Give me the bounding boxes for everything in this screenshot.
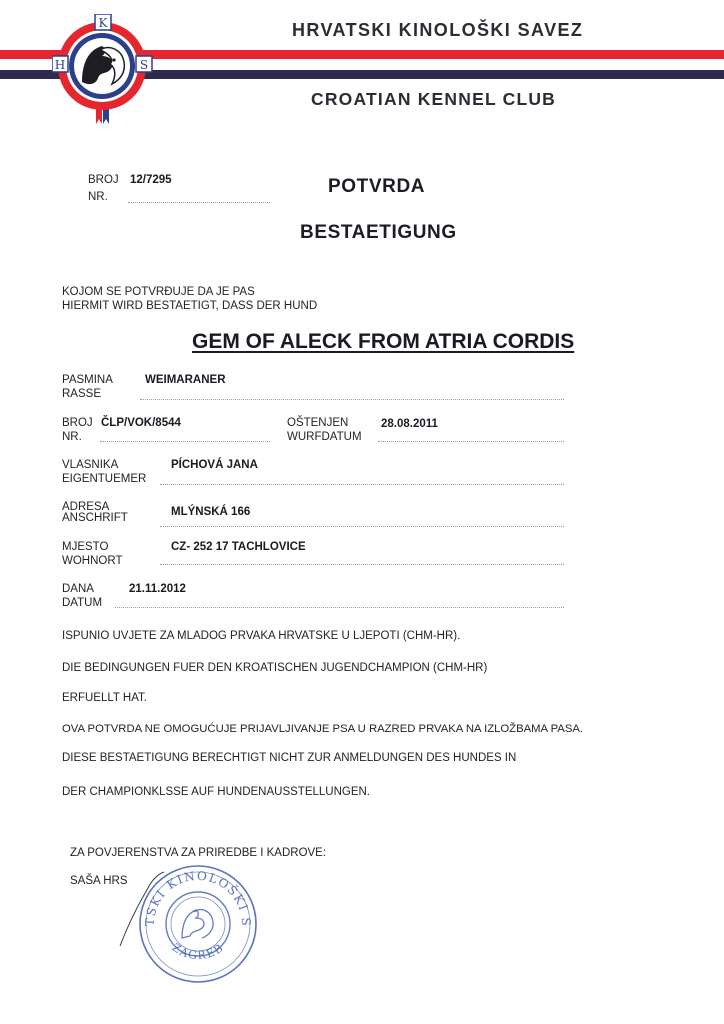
owner-value: PÍCHOVÁ JANA (171, 459, 258, 471)
dog-name: GEM OF ALECK FROM ATRIA CORDIS (192, 330, 575, 353)
body-line-4: OVA POTVRDA NE OMOGUĆUJE PRIJAVLJIVANJE PSA U RAZRED PRVAKA NA IZLOŽBAMA PASA. (62, 723, 584, 735)
date-line (115, 607, 564, 608)
reg-no-value: ČLP/VOK/8544 (101, 417, 181, 429)
signer-name: SAŠA HRS (70, 875, 128, 887)
doc-number-label-hr: BROJ (88, 174, 119, 186)
owner-line (160, 484, 564, 485)
owner-label-hr: VLASNIKA (62, 459, 119, 471)
svg-text:H: H (54, 58, 66, 72)
org-name-en: CROATIAN KENNEL CLUB (311, 89, 557, 109)
breed-label-de: RASSE (62, 388, 101, 400)
reg-no-label-hr: BROJ (62, 417, 93, 429)
intro-de: HIERMIT WIRD BESTAETIGT, DASS DER HUND (62, 300, 318, 312)
doc-number-label-de: NR. (88, 191, 108, 203)
address-label-de: ANSCHRIFT (62, 512, 128, 524)
reg-no-label-de: NR. (62, 431, 82, 443)
body-line-5: DIESE BESTAETIGUNG BERECHTIGT NICHT ZUR ANMELDUNGEN DES HUNDES IN (62, 752, 517, 764)
whelped-line (378, 441, 564, 442)
org-name-hr: HRVATSKI KINOLOŠKI SAVEZ (292, 20, 584, 40)
date-value: 21.11.2012 (129, 583, 186, 595)
body-line-6: DER CHAMPIONKLSSE AUF HUNDENAUSSTELLUNGEN. (62, 786, 371, 798)
breed-line (140, 399, 564, 400)
hks-logo-icon (52, 14, 160, 126)
intro-hr: KOJOM SE POTVRĐUJE DA JE PAS (62, 286, 255, 298)
whelped-label-hr: OŠTENJEN (287, 417, 349, 429)
title-de: BESTAETIGUNG (300, 222, 457, 243)
svg-text:K: K (98, 16, 108, 30)
address-line (160, 526, 564, 527)
committee-label: ZA POVJERENSTVA ZA PRIREDBE I KADROVE: (70, 847, 327, 859)
official-stamp (136, 862, 260, 986)
city-label-de: WOHNORT (62, 555, 123, 567)
svg-text:ZAGREB: ZAGREB (169, 940, 227, 963)
date-label-hr: DANA (62, 583, 94, 595)
doc-number-line (128, 202, 270, 203)
address-value: MLÝNSKÁ 166 (171, 506, 251, 518)
breed-value: WEIMARANER (145, 374, 226, 386)
breed-label-hr: PASMINA (62, 374, 113, 386)
city-line (160, 564, 564, 565)
stamp-seal-icon (136, 862, 260, 986)
whelped-value: 28.08.2011 (381, 418, 438, 430)
doc-number-value: 12/7295 (130, 174, 172, 186)
reg-no-line (100, 441, 270, 442)
owner-label-de: EIGENTUEMER (62, 473, 147, 485)
body-line-1: ISPUNIO UVJETE ZA MLADOG PRVAKA HRVATSKE U LJEPOTI (CHM-HR). (62, 630, 461, 642)
hks-logo (52, 14, 160, 126)
date-label-de: DATUM (62, 597, 103, 609)
body-line-3: ERFUELLT HAT. (62, 692, 147, 704)
body-line-2: DIE BEDINGUNGEN FUER DEN KROATISCHEN JUGENDCHAMPION (CHM-HR) (62, 662, 488, 674)
svg-text:S: S (139, 58, 149, 72)
city-label-hr: MJESTO (62, 541, 109, 553)
title-hr: POTVRDA (328, 176, 426, 197)
whelped-label-de: WURFDATUM (287, 431, 362, 443)
address-label-hr: ADRESA (62, 501, 110, 513)
city-value: CZ- 252 17 TACHLOVICE (171, 541, 306, 553)
svg-text:HRVATSKI KINOLOŠKI SAVEZ: TSKI KINOLOŠKI S (142, 868, 254, 928)
